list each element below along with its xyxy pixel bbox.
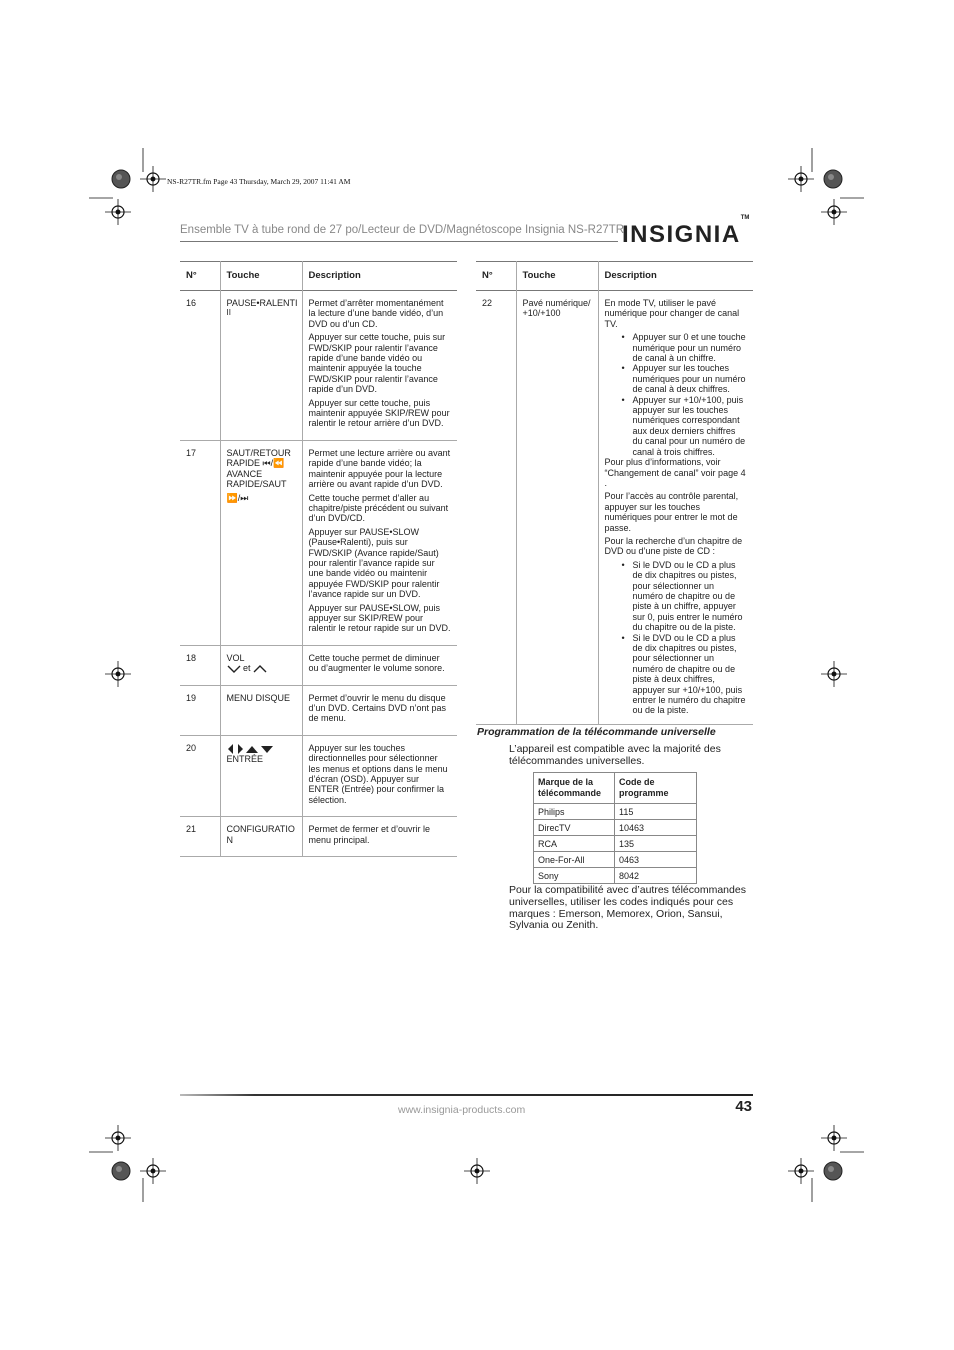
key-line: VOL bbox=[226, 652, 245, 663]
brand-cell: DirecTV bbox=[534, 820, 615, 836]
row-number: 21 bbox=[186, 824, 197, 835]
list-item: • Appuyer sur +10/+100, puis appuyer sur les touches numériques correspondant aux deux derniers chiffres du canal pour un numéro de canal à trois chiffres. bbox=[633, 395, 748, 457]
table-row bbox=[180, 817, 457, 857]
key-name bbox=[220, 685, 302, 735]
table-row bbox=[534, 804, 697, 820]
key-line: ENTRÉE bbox=[226, 754, 264, 765]
col-header-num: N° bbox=[482, 269, 493, 281]
col-header-brand: Marque de la télécommande bbox=[534, 773, 615, 804]
table-header-row bbox=[180, 262, 457, 291]
registration-mark-icon bbox=[105, 199, 131, 225]
row-number: 17 bbox=[186, 447, 197, 458]
skip-forward-icon: ⏩/⏭ bbox=[226, 492, 249, 503]
col-header-description: Description bbox=[302, 262, 457, 291]
desc-paragraph: Appuyer sur PAUSE•SLOW (Pause•Ralenti), puis sur FWD/SKIP (Avance rapide/Saut) pour ralentir l’avance rapide sur une bande vidéo ou maintenir appuyée FWD/SKIP pour ralentir l’avance rapide sur un DVD. bbox=[308, 526, 440, 600]
intro-paragraph: L’appareil est compatible avec la majorité des télécommandes universelles. bbox=[509, 743, 721, 767]
logo-text: INSIGNIA bbox=[622, 221, 741, 248]
file-info: NS-R27TR.fm Page 43 Thursday, March 29, 2007 11:41 AM bbox=[167, 177, 351, 186]
col-header-num: N° bbox=[186, 269, 197, 281]
key-line: CONFIGURATIO bbox=[226, 824, 295, 835]
key-line: PAUSE•RALENTI bbox=[226, 298, 298, 308]
remote-keys-table-left bbox=[180, 261, 457, 857]
page-number: 43 bbox=[735, 1098, 752, 1115]
table-row bbox=[534, 868, 697, 884]
logo-trademark: TM bbox=[740, 215, 750, 221]
registration-mark-icon bbox=[788, 166, 814, 192]
brand-cell: RCA bbox=[534, 836, 615, 852]
row-number: 19 bbox=[186, 692, 197, 703]
key-name bbox=[220, 735, 302, 816]
row-number: 18 bbox=[186, 652, 197, 663]
list-item: • Appuyer sur les touches numériques pour un numéro de canal à deux chiffres. bbox=[633, 363, 748, 394]
row-number: 20 bbox=[186, 742, 197, 753]
registration-mark-icon bbox=[464, 1158, 490, 1184]
footer-url: www.insignia-products.com bbox=[398, 1104, 526, 1116]
code-cell: 115 bbox=[615, 804, 697, 820]
key-name bbox=[220, 817, 302, 857]
key-name bbox=[220, 645, 302, 685]
code-cell: 8042 bbox=[615, 868, 697, 884]
insignia-logo bbox=[622, 215, 750, 249]
registration-mark-icon bbox=[140, 1158, 166, 1184]
brand-cell: One-For-All bbox=[534, 852, 615, 868]
color-dot-icon bbox=[824, 170, 842, 188]
table-row bbox=[534, 820, 697, 836]
key-description bbox=[302, 440, 457, 645]
code-cell: 0463 bbox=[615, 852, 697, 868]
row-number: 22 bbox=[482, 298, 493, 308]
desc-paragraph: Permet une lecture arrière ou avant rapide d’une bande vidéo; la maintenir appuyée pour la lecture arrière ou avant rapide d’un DVD. bbox=[308, 447, 451, 490]
col-header-description: Description bbox=[598, 262, 753, 291]
registration-mark-icon bbox=[105, 1125, 131, 1151]
desc-paragraph: Pour la recherche d’un chapitre de DVD ou d’une piste de CD : bbox=[604, 535, 743, 557]
table-row bbox=[534, 836, 697, 852]
key-line: SAUT/RETOUR bbox=[226, 447, 291, 458]
header-title: Ensemble TV à tube rond de 27 po/Lecteur de DVD/Magnétoscope Insignia NS-R27TR bbox=[180, 224, 625, 236]
desc-paragraph: Pour l’accès au contrôle parental, appuyer sur les touches numériques pour entrer le mot de passe. bbox=[604, 491, 739, 533]
remote-codes-table bbox=[533, 772, 697, 884]
codes-header-row bbox=[534, 773, 697, 804]
desc-paragraph: Cette touche permet d’aller au chapitre/piste précédent ou suivant d’un DVD/CD. bbox=[308, 492, 449, 524]
color-dot-icon bbox=[824, 1162, 842, 1180]
brand-cell: Sony bbox=[534, 868, 615, 884]
pause-icon: II bbox=[226, 308, 231, 318]
desc-paragraph: Permet de fermer et d’ouvrir le menu principal. bbox=[308, 824, 431, 845]
channel-bullets bbox=[605, 332, 748, 457]
table-row bbox=[180, 645, 457, 685]
key-description bbox=[302, 735, 457, 816]
desc-paragraph: En mode TV, utiliser le pavé numérique pour changer de canal TV. bbox=[604, 298, 740, 329]
key-description bbox=[302, 685, 457, 735]
registration-mark-icon bbox=[821, 661, 847, 687]
table-row bbox=[180, 735, 457, 816]
registration-mark-icon bbox=[821, 199, 847, 225]
color-dot-icon bbox=[112, 1162, 130, 1180]
key-description bbox=[598, 291, 753, 725]
table-row bbox=[180, 685, 457, 735]
registration-mark-icon bbox=[140, 166, 166, 192]
key-name bbox=[220, 440, 302, 645]
list-item: • Appuyer sur 0 et une touche numérique pour un numéro de canal à un chiffre. bbox=[633, 332, 748, 363]
table-header-row bbox=[476, 262, 753, 291]
key-name bbox=[220, 291, 302, 441]
color-dot-icon bbox=[112, 170, 130, 188]
key-line: MENU DISQUE bbox=[226, 692, 291, 703]
footer-rule bbox=[180, 1094, 753, 1096]
key-line: et bbox=[243, 663, 251, 674]
key-line: +10/+100 bbox=[522, 308, 561, 319]
desc-paragraph: Pour plus d’informations, voir “Changement de canal” voir page 4 . bbox=[604, 457, 746, 488]
desc-paragraph: Permet d’ouvrir le menu du disque d’un DVD. Certains DVD n’ont pas de menu. bbox=[308, 692, 447, 724]
desc-paragraph: Appuyer sur PAUSE•SLOW, puis appuyer sur SKIP/REW pour ralentir le retour rapide sur un DVD. bbox=[308, 602, 451, 634]
key-description bbox=[302, 291, 457, 441]
desc-paragraph: Appuyer sur cette touche, puis maintenir appuyée SKIP/REW pour ralentir le retour arrière d’un DVD. bbox=[308, 397, 450, 429]
registration-mark-icon bbox=[105, 661, 131, 687]
table-row bbox=[476, 291, 753, 725]
table-row bbox=[180, 440, 457, 645]
key-line: N bbox=[226, 834, 233, 845]
header-rule bbox=[180, 241, 618, 242]
table-row bbox=[180, 291, 457, 441]
list-item: • Si le DVD ou le CD a plus de dix chapitres ou pistes, pour sélectionner un numéro de chapitre ou de piste à un chiffre, appuyer sur 0, puis entrer le numéro du chapitre ou de la piste. bbox=[633, 560, 748, 633]
remote-keys-table-right bbox=[476, 261, 753, 725]
desc-paragraph: Appuyer sur les touches directionnelles pour sélectionner les menus et options dans le menu d’écran (OSD). Appuyer sur ENTER (Entrée) pour confirmer la sélection. bbox=[308, 742, 448, 805]
brand-cell: Philips bbox=[534, 804, 615, 820]
key-line: RAPIDE/SAUT bbox=[226, 479, 287, 490]
chapter-bullets bbox=[605, 560, 748, 716]
key-description bbox=[302, 645, 457, 685]
volume-up-icon bbox=[253, 665, 267, 673]
desc-paragraph: Permet d’arrêter momentanément la lecture d’une bande vidéo, d’un DVD ou d’un CD. bbox=[308, 298, 444, 329]
desc-paragraph: Appuyer sur cette touche, puis sur FWD/SKIP pour ralentir l’avance rapide d’une bande vidéo ou maintenir appuyée la touche FWD/SKIP pour ralentir l’avance rapide d’un DVD. bbox=[308, 332, 446, 395]
code-cell: 135 bbox=[615, 836, 697, 852]
key-line-skip-back-icon: RAPIDE ⏮/⏪ bbox=[226, 458, 285, 469]
desc-paragraph: Cette touche permet de diminuer ou d’augmenter le volume sonore. bbox=[308, 652, 445, 674]
arrow-keys-icon bbox=[227, 743, 275, 755]
col-header-key: Touche bbox=[516, 262, 598, 291]
volume-down-icon bbox=[227, 665, 241, 673]
list-item: • Si le DVD ou le CD a plus de dix chapitres ou pistes, pour sélectionner un numéro de chapitre ou de piste à deux chiffres, appuyer sur +10/+100, puis entrer le numéro du chapitre ou de la piste. bbox=[633, 633, 748, 716]
key-line: AVANCE bbox=[226, 468, 263, 479]
registration-mark-icon bbox=[788, 1158, 814, 1184]
section-title: Programmation de la télécommande universelle bbox=[477, 726, 716, 738]
col-header-code: Code de programme bbox=[615, 773, 697, 804]
code-cell: 10463 bbox=[615, 820, 697, 836]
key-line: Pavé numérique/ bbox=[522, 298, 591, 308]
key-name bbox=[516, 291, 598, 725]
table-row bbox=[534, 852, 697, 868]
row-number: 16 bbox=[186, 298, 197, 308]
outro-paragraph: Pour la compatibilité avec d’autres télécommandes universelles, utiliser les codes indiqués pour ces marques : Emerson, Memorex, Orion, Sansui, Sylvania ou Zenith. bbox=[509, 884, 746, 932]
col-header-key: Touche bbox=[220, 262, 302, 291]
registration-mark-icon bbox=[821, 1125, 847, 1151]
key-description bbox=[302, 817, 457, 857]
